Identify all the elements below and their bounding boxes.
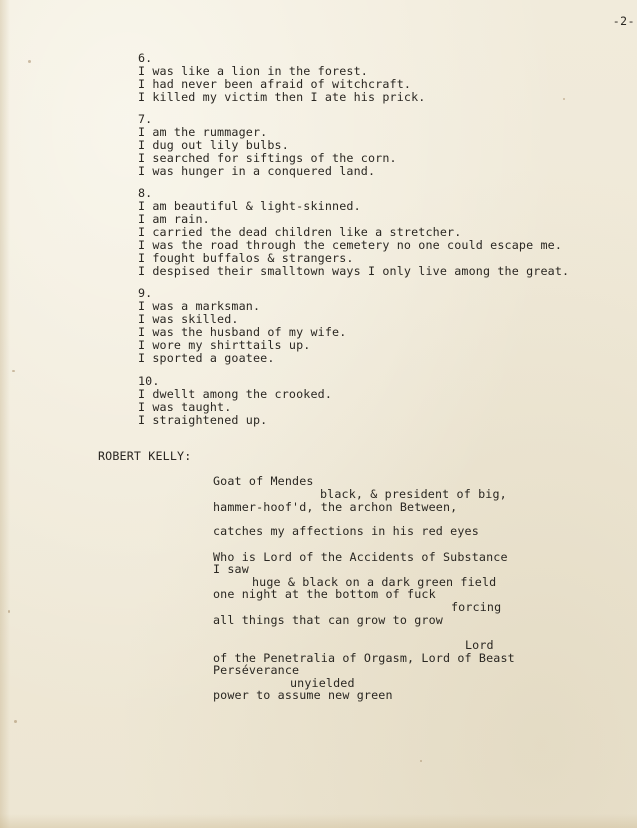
verse-line: I had never been afraid of witchcraft. bbox=[138, 77, 412, 91]
poem-line: forcing bbox=[451, 600, 502, 614]
verse-line: I despised their smalltown ways I only live among the great. bbox=[138, 264, 570, 278]
paper-bottom-shadow bbox=[0, 814, 637, 828]
page-number: -2- bbox=[612, 14, 635, 28]
verse-line: I was the road through the cemetery no one could escape me. bbox=[138, 238, 563, 252]
verse-line: I straightened up. bbox=[138, 413, 268, 427]
paper-speck bbox=[8, 610, 10, 613]
poem-line: one night at the bottom of fuck bbox=[213, 587, 436, 601]
paper-speck bbox=[563, 98, 565, 100]
paper-edge-shadow bbox=[0, 0, 10, 828]
section-number-7: 7. bbox=[138, 112, 153, 126]
poem-line: black, & president of big, bbox=[320, 487, 507, 501]
author-heading: ROBERT KELLY: bbox=[98, 449, 192, 463]
poem-line: unyielded bbox=[290, 676, 355, 690]
verse-line: I sported a goatee. bbox=[138, 351, 275, 365]
paper-speck bbox=[420, 760, 422, 762]
verse-line: I killed my victim then I ate his prick. bbox=[138, 90, 426, 104]
poem-line: Goat of Mendes bbox=[213, 474, 314, 488]
section-number-9: 9. bbox=[138, 286, 153, 300]
verse-line: I am rain. bbox=[138, 212, 210, 226]
verse-line: I am beautiful & light-skinned. bbox=[138, 199, 361, 213]
verse-line: I was a marksman. bbox=[138, 299, 261, 313]
section-number-10: 10. bbox=[138, 374, 160, 388]
poem-line: all things that can grow to grow bbox=[213, 613, 443, 627]
poem-line: catches my affections in his red eyes bbox=[213, 524, 479, 538]
verse-line: I was taught. bbox=[138, 400, 232, 414]
verse-line: I dwellt among the crooked. bbox=[138, 387, 333, 401]
poem-line: Lord bbox=[465, 638, 494, 652]
paper-speck bbox=[28, 60, 31, 63]
section-number-8: 8. bbox=[138, 186, 153, 200]
verse-line: I carried the dead children like a stretcher. bbox=[138, 225, 462, 239]
verse-line: I was like a lion in the forest. bbox=[138, 64, 368, 78]
poem-line: huge & black on a dark green field bbox=[252, 575, 497, 589]
poem-line: I saw bbox=[213, 562, 249, 576]
paper-speck bbox=[14, 720, 17, 723]
verse-line: I was skilled. bbox=[138, 312, 239, 326]
verse-line: I dug out lily bulbs. bbox=[138, 138, 289, 152]
verse-line: I am the rummager. bbox=[138, 125, 268, 139]
verse-line: I searched for siftings of the corn. bbox=[138, 151, 397, 165]
poem-line: hammer-hoof'd, the archon Between, bbox=[213, 500, 458, 514]
poem-line: Perséverance bbox=[213, 663, 300, 677]
paper-speck bbox=[12, 370, 15, 372]
poem-line: of the Penetralia of Orgasm, Lord of Beast bbox=[213, 651, 515, 665]
verse-line: I was the husband of my wife. bbox=[138, 325, 347, 339]
poem-line: power to assume new green bbox=[213, 688, 393, 702]
verse-line: I wore my shirttails up. bbox=[138, 338, 311, 352]
verse-line: I was hunger in a conquered land. bbox=[138, 164, 376, 178]
poem-line: Who is Lord of the Accidents of Substance bbox=[213, 550, 508, 564]
section-number-6: 6. bbox=[138, 51, 153, 65]
verse-line: I fought buffalos & strangers. bbox=[138, 251, 354, 265]
